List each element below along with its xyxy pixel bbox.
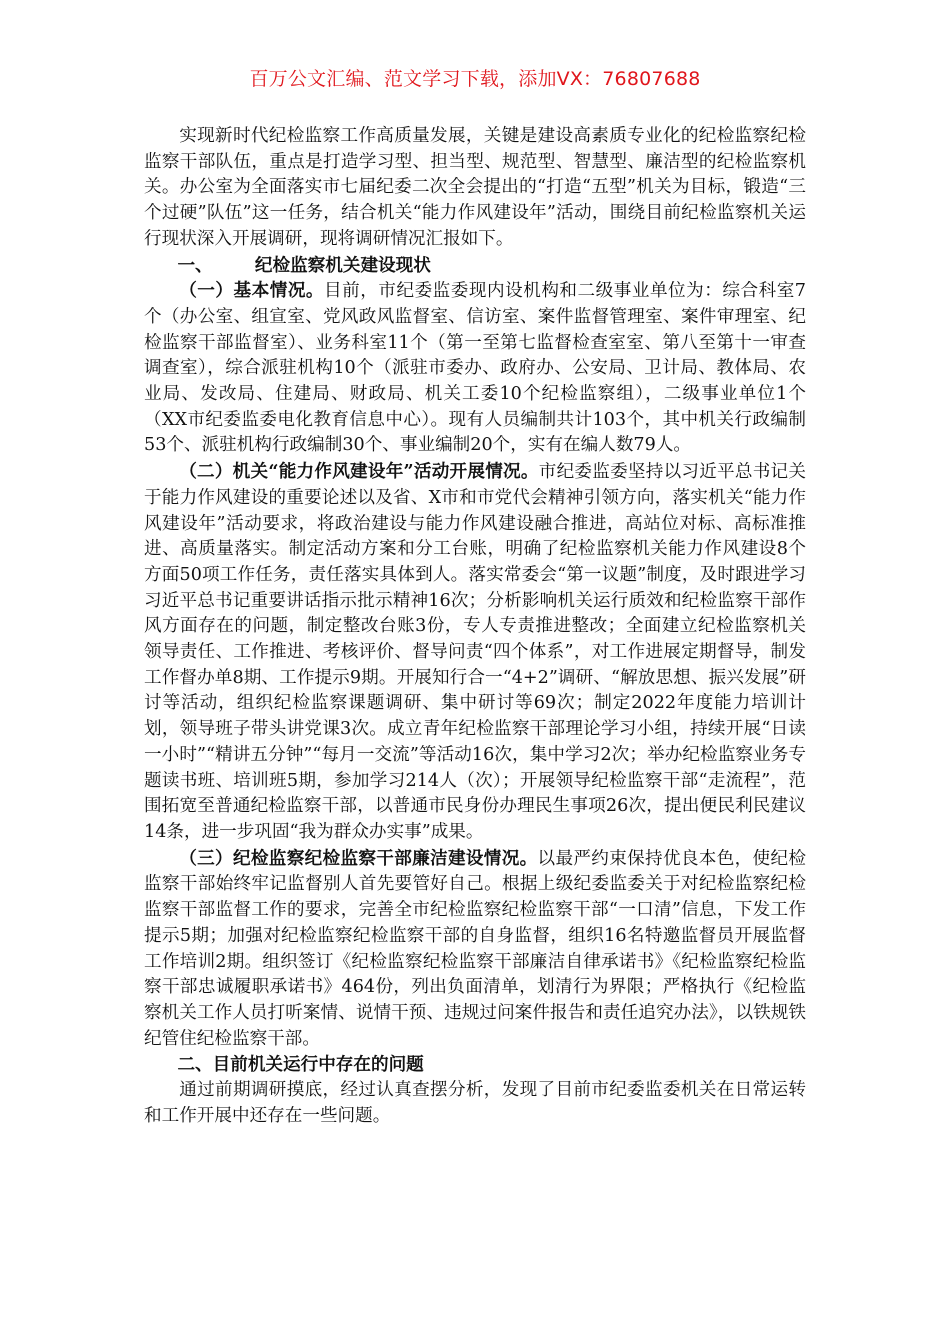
subsection-activity-text: 市纪委监委坚持以习近平总书记关于能力作风建设的重要论述以及省、X市和市党代会精神引领方向，落实机关“能力作风建设年”活动要求，将政治建设与能力作风建设融合推进，高站位对标、高标准推进、高质量落实。制定活动方案和分工台账，明确了纪检监察机关能力作风建设8个方面50项工作任务，责任落实具体到人。落实常委会“第一议题”制度，及时跟进学习习近平总书记重要讲话指示批示精神16次；分析影响机关运行质效和纪检监察干部作风方面存在的问题，制定整改台账3份，专人专责推进整改；全面建立纪检监察机关领导责任、工作推进、考核评价、督导问责“四个体系”，对工作进展定期督导，制发工作督办单8期、工作提示9期。开展知行合一“4+2”调研、“解放思想、振兴发展”研讨等活动，组织纪检监察课题调研、集中研讨等69次；制定2022年度能力培训计划，领导班子带头讲党课3次。成立青年纪检监察干部理论学习小组，持续开展“日读一小时”“精讲五分钟”“每月一交流”等活动16次，集中学习2次；举办纪检监察业务专题读书班、培训班5期，参加学习214人（次）；开展领导纪检监察干部“走流程”，范围拓宽至普通纪检监察干部，以普通市民身份办理民生事项26次，提出便民利民建议14条，进一步巩固“我为群众办实事”成果。 bbox=[144, 462, 806, 842]
intro-paragraph: 实现新时代纪检监察工作高质量发展，关键是建设高素质专业化的纪检监察纪检监察干部队伍，重点是打造学习型、担当型、规范型、智慧型、廉洁型的纪检监察机关。办公室为全面落实市七届纪委二次全会提出的“打造“五型”机关为目标，锻造“三个过硬”队伍”这一任务，结合机关“能力作风建设年”活动，围绕目前纪检监察机关运行现状深入开展调研，现将调研情况汇报如下。 bbox=[144, 126, 806, 249]
document-body bbox=[144, 124, 806, 1129]
subsection-activity bbox=[144, 459, 806, 846]
section-one-title: 纪检监察机关建设现状 bbox=[254, 254, 431, 276]
subsection-basic-info-text: 目前，市纪委监委现内设机构和二级事业单位为：综合科室7个（办公室、组宣室、党风政风监督室、信访室、案件监督管理室、案件审理室、纪检监察干部监督室）、业务科室11个（第一至第七监督检查室室、第八至第十一审查调查室），综合派驻机构10个（派驻市委办、政府办、公安局、卫计局、教体局、农业局、发改局、住建局、财政局、机关工委10个纪检监察组），二级事业单位1个（XX市纪委监委电化教育信息中心）。现有人员编制共计103个，其中机关行政编制53个、派驻机构行政编制30个、事业编制20个，实有在编人数79人。 bbox=[144, 281, 806, 456]
section-two-heading: 二、目前机关运行中存在的问题 bbox=[177, 1054, 424, 1076]
closing-paragraph: 通过前期调研摸底，经过认真查摆分析，发现了目前市纪委监委机关在日常运转和工作开展中还存在一些问题。 bbox=[144, 1080, 806, 1126]
section-one-number: 一、 bbox=[177, 254, 213, 276]
subsection-integrity-text: 以最严约束保持优良本色，使纪检监察干部始终牢记监督别人首先要管好自己。根据上级纪委监委关于对纪检监察纪检监察干部监督工作的要求，完善全市纪检监察纪检监察干部“一口清”信息，下发工作提示5期；加强对纪检监察纪检监察干部的自身监督，组织16名特邀监督员开展监督工作培训2期。组织签订《纪检监察纪检监察干部廉洁自律承诺书》《纪检监察纪检监察干部忠诚履职承诺书》464份，列出负面清单，划清行为界限；严格执行《纪检监察机关工作人员打听案情、说情干预、违规过问案件报告和责任追究办法》，以铁规铁纪管住纪检监察干部。 bbox=[144, 848, 806, 1049]
subsection-basic-info-lead: （一）基本情况。 bbox=[179, 280, 325, 302]
subsection-integrity bbox=[144, 846, 806, 1053]
section-one-heading bbox=[144, 253, 806, 279]
subsection-integrity-lead: （三）纪检监察纪检监察干部廉洁建设情况。 bbox=[179, 847, 538, 869]
subsection-activity-lead: （二）机关“能力作风建设年”活动开展情况。 bbox=[179, 461, 539, 483]
subsection-basic-info bbox=[144, 278, 806, 459]
header-watermark: 百万公文汇编、范文学习下载，添加VX：76807688 bbox=[249, 68, 701, 90]
